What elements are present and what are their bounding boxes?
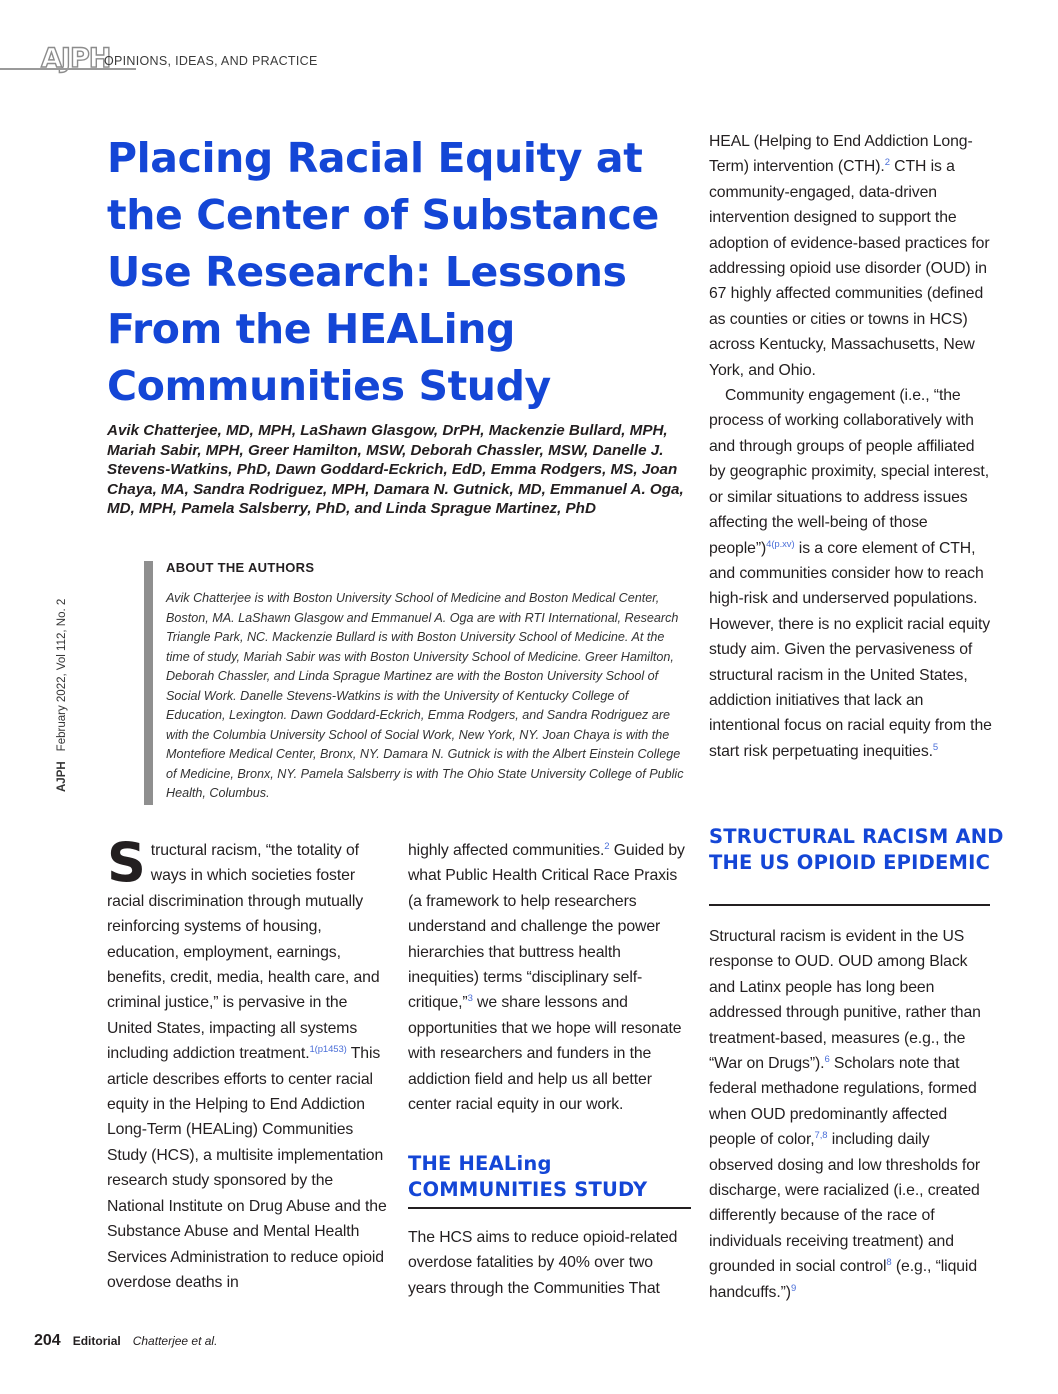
col2-text-b: Guided by what Public Health Critical Race Praxis (a framework to help researchers understand and challenge the power hierarchies that buttress health inequities) terms “disciplinary self-critique,” [408, 842, 685, 1012]
col3-text-g: including daily observed dosing and low thresholds for discharge, were racialized (i.e., created differently because of the race of individuals receiving treatment) and grounded in social control [709, 1131, 981, 1276]
page-number: 204 [34, 1332, 61, 1349]
col2-text-c: we share lessons and opportunities that we hope will resonate with researchers and funders in the addiction field and help us all better center racial equity in our work. [408, 994, 682, 1114]
page-footer [34, 1333, 217, 1349]
col3-paragraph-2 [709, 383, 994, 764]
about-authors-bar [144, 561, 153, 805]
col3-text-d: is a core element of CTH, and communities consider how to reach high-risk and underserved populations. However, there is no explicit racial equity study aim. Given the pervasiveness of structural racism in the United States, addiction initiatives that lack an intentional focus on racial equity from the start risk perpetuating inequities. [709, 539, 992, 760]
col3-paragraph-3 [709, 924, 994, 1305]
drop-cap: S [107, 831, 146, 894]
subhead-healing-communities-study: THE HEALing COMMUNITIES STUDY [408, 1152, 648, 1201]
ref-link[interactable]: 3 [467, 993, 473, 1005]
col3-text-e: Structural racism is evident in the US response to OUD. OUD among Black and Latinx people has long been addressed through punitive, rather than treatment-based, measures (e.g., the “War on Drugs”). [709, 928, 981, 1073]
footer-section: Editorial [72, 1334, 121, 1348]
subhead-rule [709, 904, 990, 906]
col3-text-h: (e.g., “liquid handcuffs.”) [709, 1258, 978, 1301]
header-rule [0, 68, 136, 70]
col2-text-a: highly affected communities. [408, 842, 605, 859]
col2-paragraph-2: The HCS aims to reduce opioid-related overdose fatalities by 40% over two years through the Communities That [408, 1229, 678, 1297]
col3-text-a: HEAL (Helping to End Addiction Long-Term) intervention (CTH). [709, 133, 973, 176]
body-column-2 [408, 838, 693, 1117]
ref-link[interactable]: 4(p.xv) [766, 538, 795, 550]
footer-author: Chatterjee et al. [132, 1334, 218, 1348]
side-issue: February 2022, Vol 112, No. 2 [56, 598, 68, 752]
ref-link[interactable]: 9 [790, 1282, 797, 1294]
subhead-rule [408, 1207, 691, 1209]
ref-link[interactable]: 2 [604, 841, 610, 852]
ref-link[interactable]: 5 [932, 741, 939, 753]
col1-text-b: This article describes efforts to center racial equity in the Helping to End Addiction Long-Term (HEALing) Communities Study (HCS), a multisite implementation research study sponsored by the National Institute on Drug Abuse and the Substance Abuse and Mental Health Services Administration to reduce opioid overdose deaths in [107, 1045, 387, 1291]
article-title: Placing Racial Equity at the Center of Substance Use Research: Lessons From the HEALing Communities Study [107, 134, 659, 410]
col3-text-f: Scholars note that federal methadone regulations, formed when OUD predominantly affected people of color, [709, 1055, 977, 1149]
ref-link[interactable]: 7,8 [814, 1130, 828, 1142]
ref-link[interactable]: 8 [886, 1257, 892, 1269]
journal-logo: AJPH [41, 43, 111, 74]
ref-link[interactable]: 2 [884, 157, 890, 169]
ref-link[interactable]: 1(p1453) [309, 1044, 347, 1056]
subhead-structural-racism: STRUCTURAL RACISM AND THE US OPIOID EPIDEMIC [709, 825, 1004, 874]
body-column-1 [107, 831, 392, 1295]
about-authors-text: Avik Chatterjee is with Boston University School of Medicine and Boston Medical Center, Boston, MA. LaShawn Glasgow and Emmanuel A. Oga are with RTI International, Research Triangle Park, NC. Mackenzie Bullard is with Boston University School of Medicine. At the time of study, Mariah Sabir was with Boston University School of Medicine. Greer Hamilton, Deborah Chassler, and Linda Sprague Martinez are with the Boston University School of Social Work. Danelle Stevens-Watkins is with the University of Kentucky College of Education, Lexington. Dawn Goddard-Eckrich, Emma Rodgers, and Sandra Rodriguez are with the Columbia University School of Social Work, New York, NY. Joan Chaya is with the Montefiore Medical Center, Bronx, NY. Damara N. Gutnick is with the Albert Einstein College of Medicine, Bronx, NY. Pamela Salsberry is with The Ohio State University College of Public Health, Columbus. [166, 591, 684, 801]
about-authors-heading: ABOUT THE AUTHORS [166, 560, 315, 575]
ref-link[interactable]: 6 [824, 1054, 830, 1066]
side-journal-name: AJPH [56, 761, 68, 792]
col1-text-a: tructural racism, “the totality of ways in which societies foster racial discrimination through mutually reinforcing systems of housing, education, employment, earnings, benefits, credit, media, health care, and criminal justice,” is pervasive in the United States, impacting all systems including addiction treatment. [107, 842, 380, 1063]
col3-text-c: Community engagement (i.e., “the process of working collaboratively with and through groups of people affiliated by geographic proximity, special interest, or similar situations to address issues affecting the well-being of those people”) [709, 387, 989, 557]
col3-text-b: CTH is a community-engaged, data-driven intervention designed to support the adoption of evidence-based practices for addressing opioid use disorder (OUD) in 67 highly affected communities (defined as counties or cities or towns in HCS) across Kentucky, Massachusetts, New York, and Ohio. [709, 158, 990, 379]
author-list: Avik Chatterjee, MD, MPH, LaShawn Glasgow, DrPH, Mackenzie Bullard, MPH, Mariah Sabir, MPH, Greer Hamilton, MSW, Deborah Chassler, MSW, Danelle J. Stevens-Watkins, PhD, Dawn Goddard-Eckrich, EdD, Emma Rodgers, MS, Joan Chaya, MA, Sandra Rodriguez, MPH, Damara N. Gutnick, MD, Emmanuel A. Oga, MD, MPH, Pamela Salsberry, PhD, and Linda Sprague Martinez, PhD [107, 422, 684, 518]
body-column-3 [709, 129, 994, 764]
side-journal-label [55, 599, 69, 792]
section-heading: OPINIONS, IDEAS, AND PRACTICE [104, 54, 318, 68]
